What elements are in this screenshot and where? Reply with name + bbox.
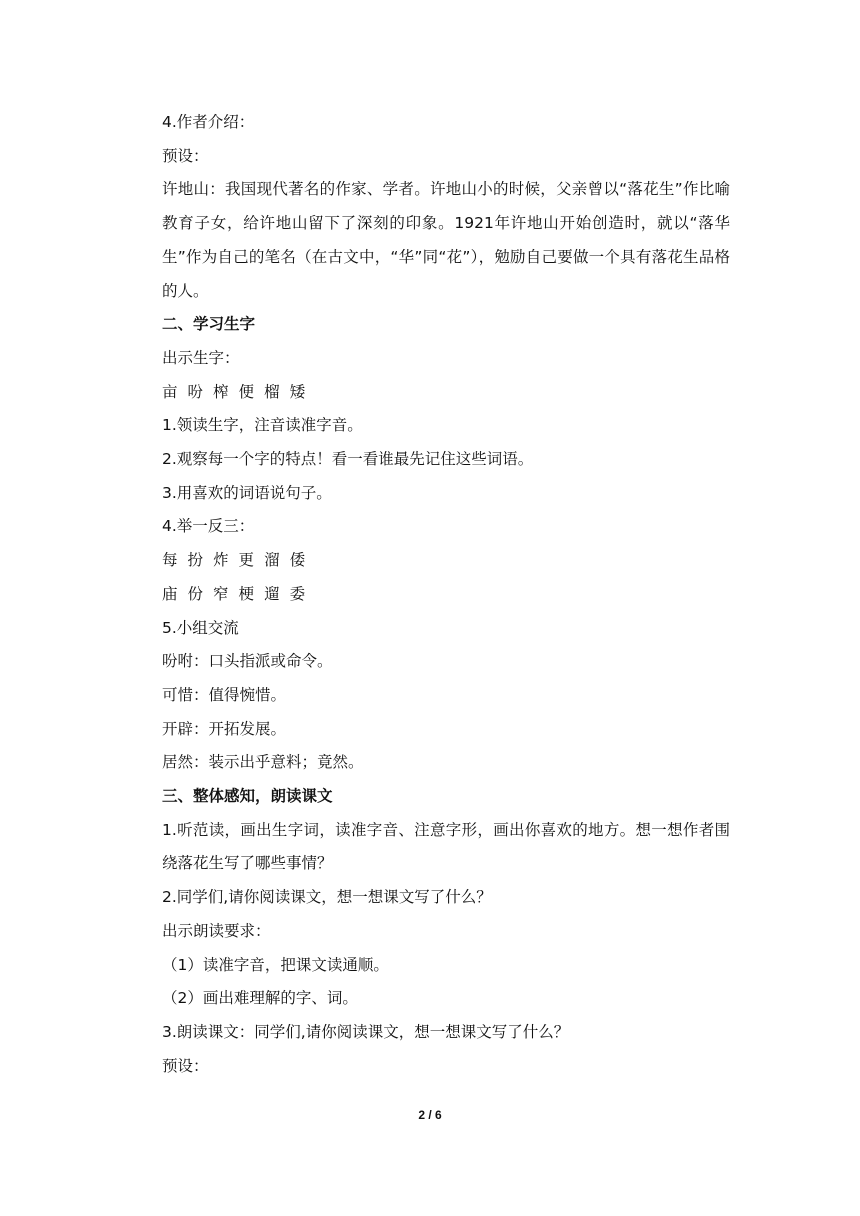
document-body: [130, 106, 730, 1083]
character: 便: [238, 382, 255, 401]
page-number: 2 / 6: [418, 1108, 442, 1122]
character: 亩: [162, 382, 178, 401]
character: 扮: [187, 551, 204, 570]
step-item: 4.举一反三：: [162, 517, 255, 536]
character: 溜: [264, 551, 280, 570]
reading-preset-label: 预设：: [162, 1056, 209, 1075]
author-bio-paragraph: 许地山：我国现代著名的作家、学者。许地山小的时候，父亲曾以“落花生”作比喻教育子女，给许地山留下了深刻的印象。1921年许地山开始创造时，就以“落华生”作为自己的笔名（在古文中，“华”同“花”），勉励自己要做一个具有落花生品格的人。: [162, 180, 730, 300]
step-item: 1.领读生字，注音读准字音。: [162, 416, 363, 435]
character: 庙: [162, 584, 178, 603]
character: 每: [162, 551, 178, 570]
character: 矮: [289, 382, 306, 401]
character: 委: [289, 584, 306, 603]
definition-item: 可惜：值得惋惜。: [162, 685, 287, 704]
analog-characters-row-1: [130, 544, 730, 578]
reading-item-1: 1.听范读，画出生字词，读准字音、注意字形，画出你喜欢的地方。想一想作者围绕落花生写了哪些事情？: [162, 820, 730, 873]
reading-requirements-label: 出示朗读要求：: [162, 921, 271, 940]
reading-item-3: 3.朗读课文：同学们,请你阅读课文，想一想课文写了什么？: [162, 1022, 570, 1041]
reading-requirement: （1）读准字音，把课文读通顺。: [162, 955, 389, 974]
character: 梗: [238, 584, 255, 603]
character: 榴: [264, 382, 280, 401]
step-item: 3.用喜欢的词语说句子。: [162, 483, 332, 502]
character: 吩: [187, 382, 204, 401]
step-item: 2.观察每一个字的特点！看一看谁最先记住这些词语。: [162, 450, 534, 469]
reading-requirement: （2）画出难理解的字、词。: [162, 989, 358, 1008]
new-characters-row: [130, 376, 730, 410]
character: 遛: [264, 584, 280, 603]
show-chars-label: 出示生字：: [162, 348, 240, 367]
author-heading: 4.作者介绍：: [162, 113, 255, 131]
character: 榨: [213, 382, 229, 401]
definition-item: 居然：装示出乎意料；竟然。: [162, 753, 364, 772]
character: 更: [238, 551, 255, 570]
definition-item: 吩咐：口头指派或命令。: [162, 652, 333, 671]
group-discussion-label: 5.小组交流: [162, 618, 239, 637]
reading-item-2: 2.同学们,请你阅读课文，想一想课文写了什么？: [162, 888, 492, 907]
character: 窄: [213, 584, 229, 603]
character: 炸: [213, 551, 229, 570]
definition-item: 开辟：开拓发展。: [162, 719, 287, 738]
section-two-title: 二、学习生字: [162, 315, 256, 334]
section-three-title: 三、整体感知，朗读课文: [162, 787, 333, 806]
author-preset-label: 预设：: [162, 146, 209, 165]
character: 倭: [289, 551, 306, 570]
analog-characters-row-2: [130, 578, 730, 612]
character: 份: [187, 584, 204, 603]
